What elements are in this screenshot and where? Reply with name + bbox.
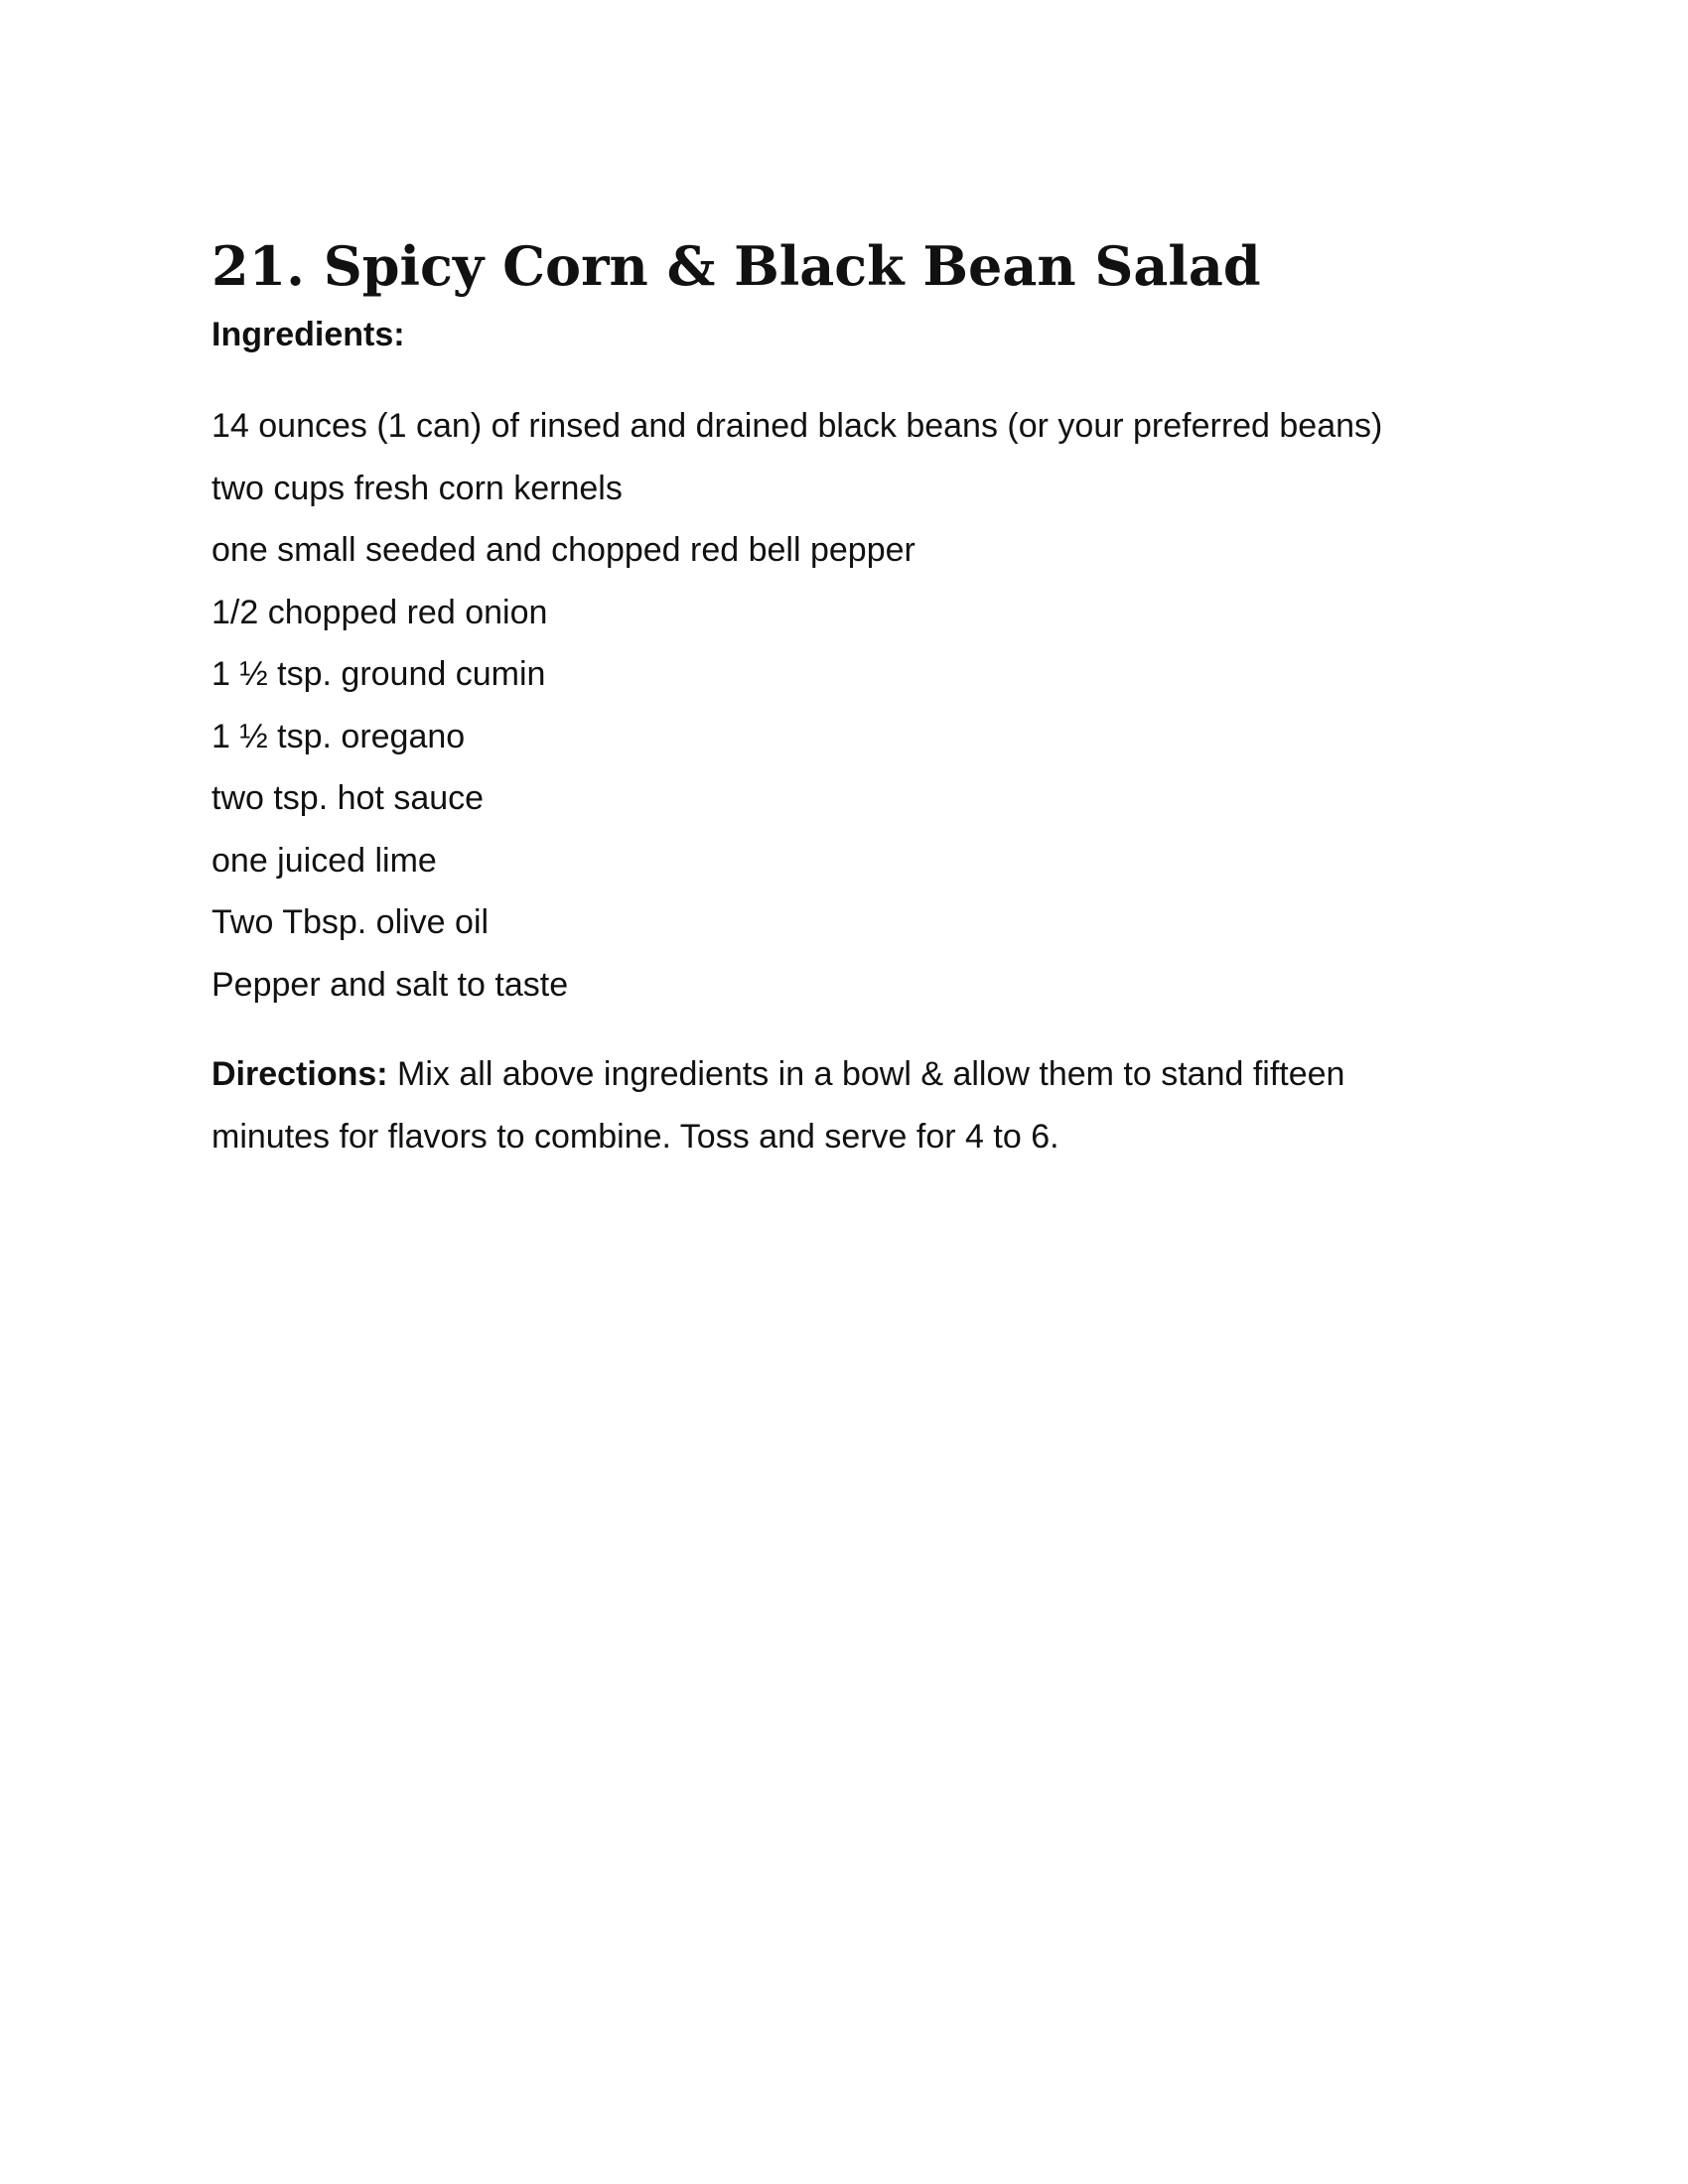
ingredient-item: one small seeded and chopped red bell pepper xyxy=(211,531,915,569)
recipe-title: 21. Spicy Corn & Black Bean Salad xyxy=(211,234,1261,298)
ingredients-heading: Ingredients: xyxy=(211,316,405,353)
ingredient-item: 1 ½ tsp. oregano xyxy=(211,717,466,755)
ingredient-item: two tsp. hot sauce xyxy=(211,779,485,817)
ingredient-item: Pepper and salt to taste xyxy=(211,965,569,1004)
ingredient-item: 14 ounces (1 can) of rinsed and drained black beans (or your preferred beans) xyxy=(211,407,1383,445)
ingredient-item: two cups fresh corn kernels xyxy=(211,469,623,507)
ingredient-item: Two Tbsp. olive oil xyxy=(211,903,490,941)
ingredient-item: one juiced lime xyxy=(211,841,437,880)
ingredients-list xyxy=(211,395,1433,1016)
directions-label: Directions: xyxy=(211,1055,388,1093)
directions-text: Mix all above ingredients in a bowl & allow them to stand fifteen minutes for flavors to combine. Toss and serve for 4 to 6. xyxy=(211,1055,1345,1156)
directions-paragraph xyxy=(211,1043,1433,1167)
ingredient-item: 1 ½ tsp. ground cumin xyxy=(211,655,546,693)
recipe-page xyxy=(211,230,1453,1167)
ingredient-item: 1/2 chopped red onion xyxy=(211,593,548,631)
